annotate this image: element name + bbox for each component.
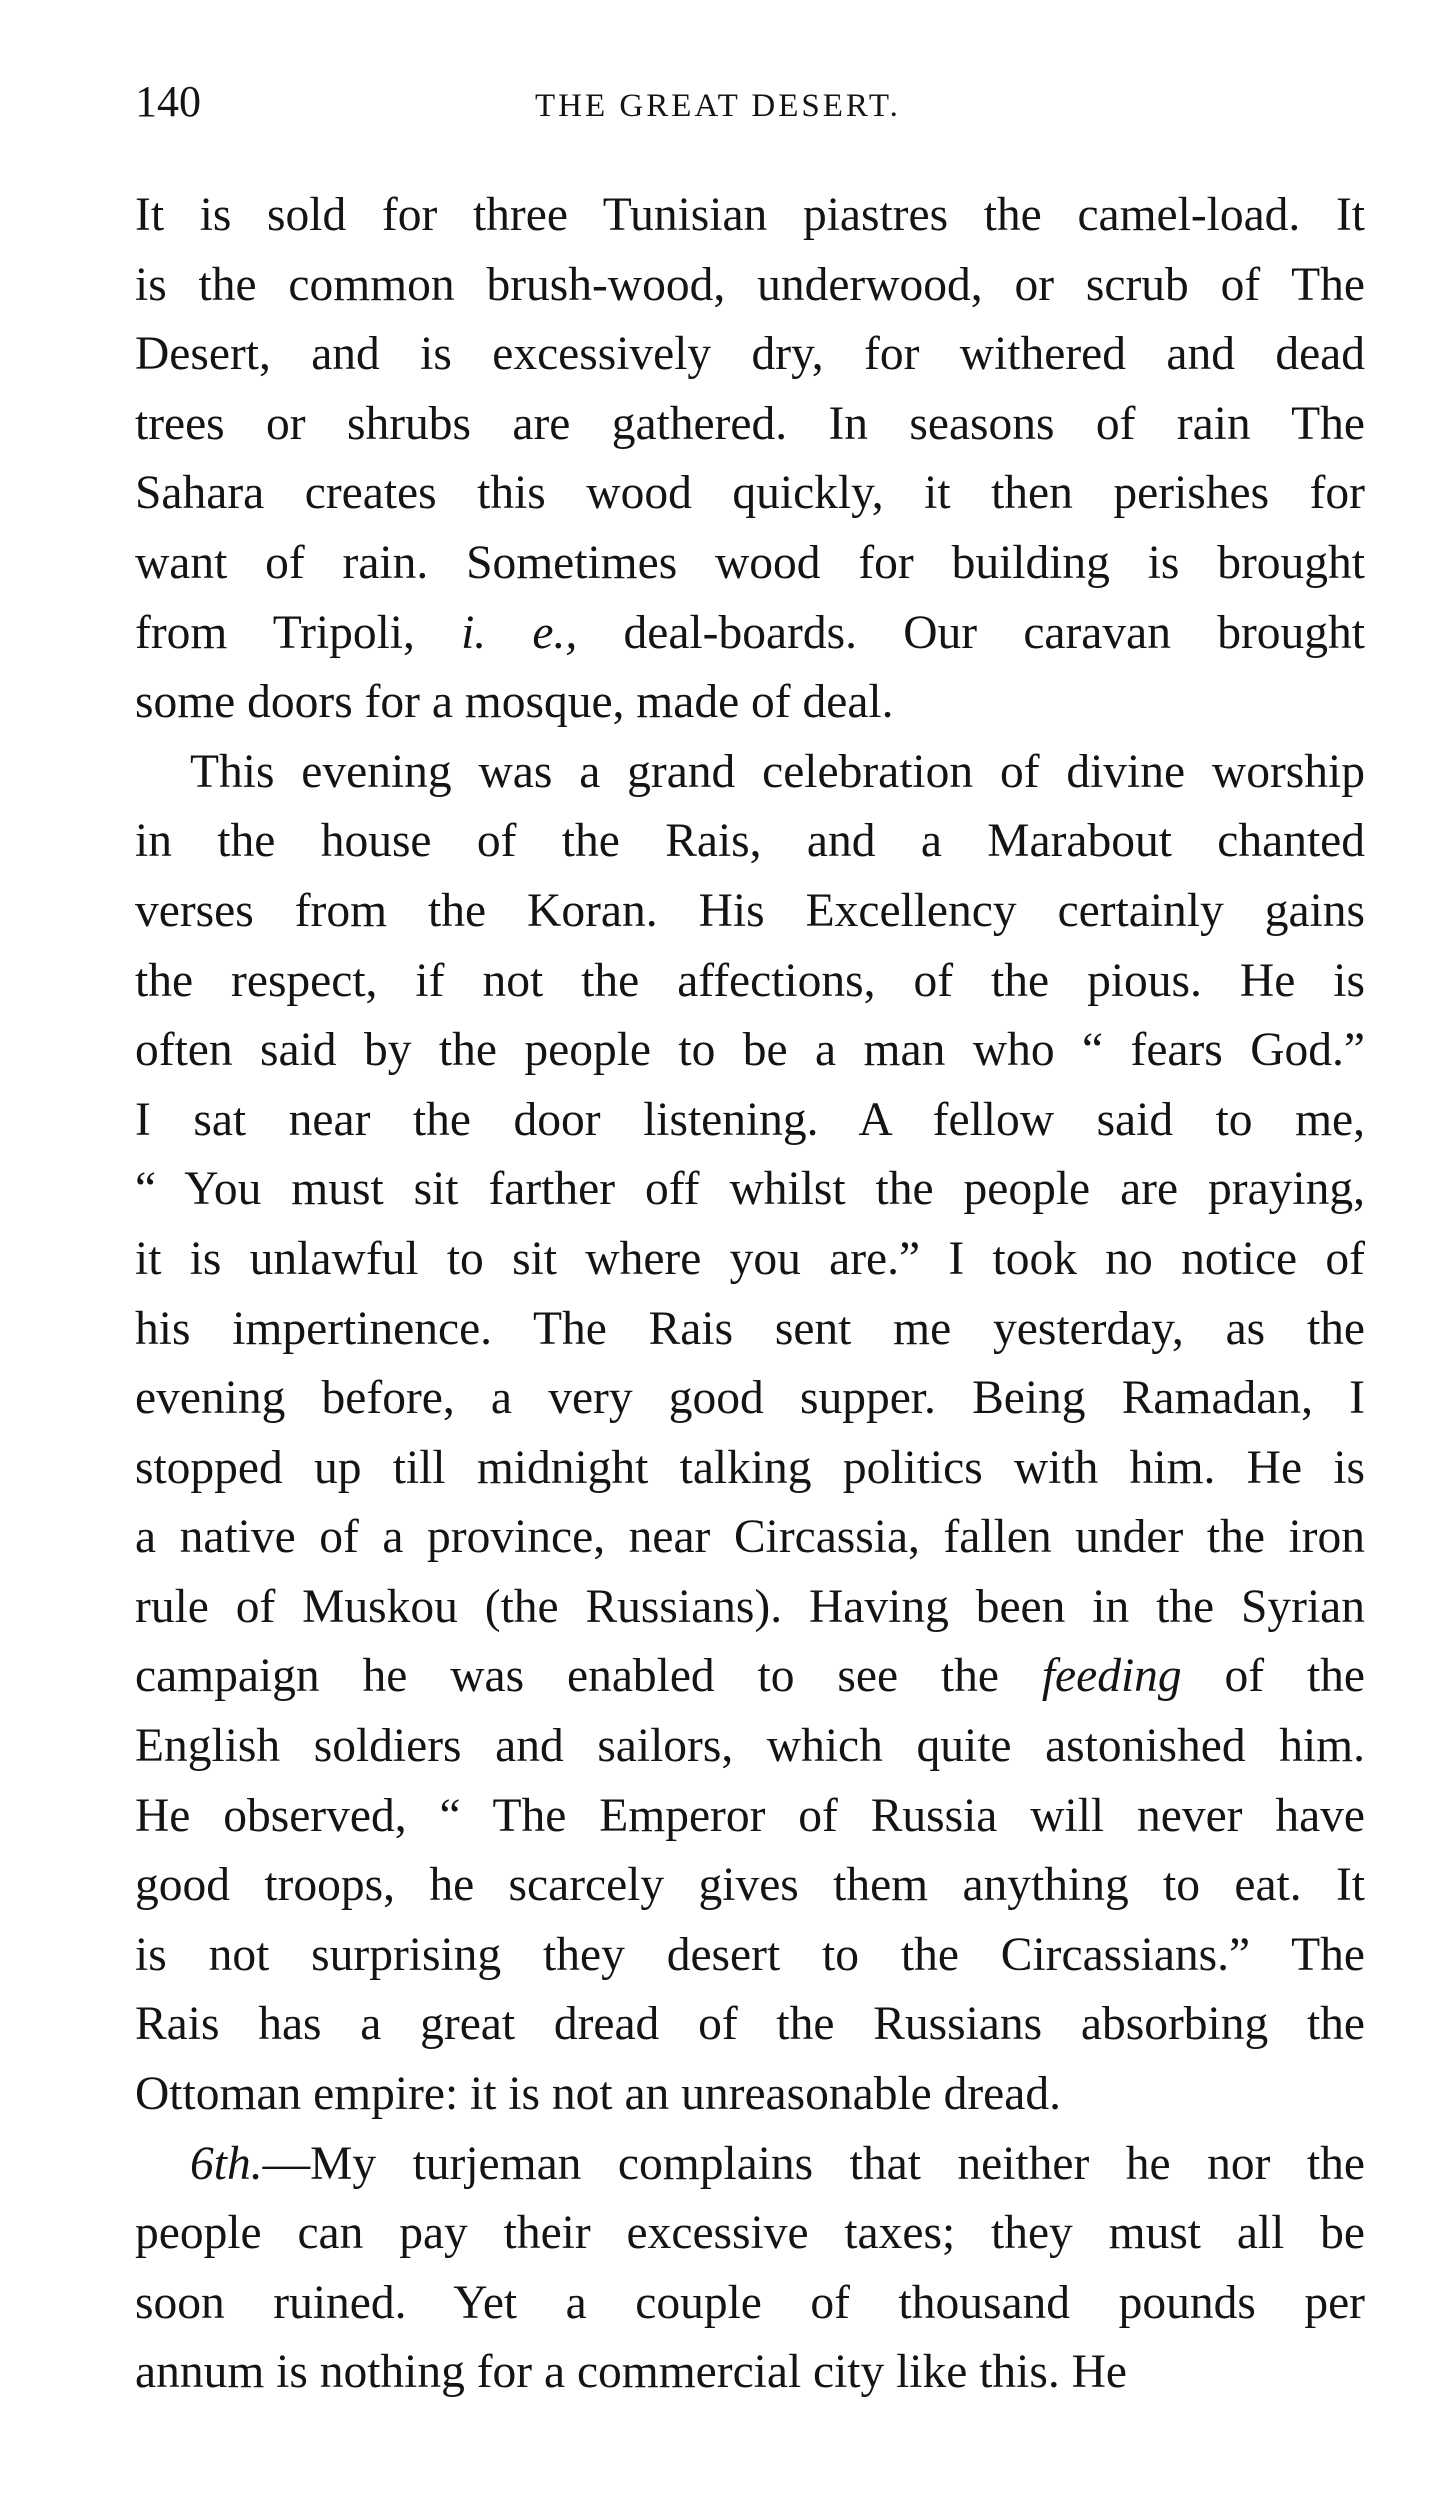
text-line: some doors for a mosque, made of deal. xyxy=(135,676,894,729)
page-number: 140 xyxy=(135,77,201,126)
text-line: Ottoman empire: it is not an unreasonable dread. xyxy=(135,2068,1061,2121)
text-line: good troops, he scarcely gives them anything to eat. It xyxy=(135,1859,1365,1912)
text-line: want of rain. Sometimes wood for building is brought xyxy=(135,536,1365,589)
text-line: verses from the Koran. His Excellency certainly gains xyxy=(135,884,1365,937)
text-line: Desert, and is excessively dry, for withered and dead xyxy=(135,328,1365,381)
text-line: annum is nothing for a commercial city like this. He xyxy=(135,2346,1127,2399)
text-line: is not surprising they desert to the Circassians.” The xyxy=(135,1928,1365,1981)
text-line: evening before, a very good supper. Being Ramadan, I xyxy=(135,1372,1365,1425)
text-line: soon ruined. Yet a couple of thousand pounds per xyxy=(135,2276,1365,2329)
text-line: people can pay their excessive taxes; they must all be xyxy=(135,2207,1365,2260)
text-line: it is unlawful to sit where you are.” I took no notice of xyxy=(135,1232,1365,1285)
body-text xyxy=(135,181,1365,2408)
text-line: is the common brush-wood, underwood, or scrub of The xyxy=(135,258,1365,311)
italic-text: i. e., xyxy=(461,606,578,659)
text-line: Rais has a great dread of the Russians absorbing the xyxy=(135,1998,1365,2051)
text-line: It is sold for three Tunisian piastres the camel-load. It xyxy=(135,189,1365,241)
running-title: THE GREAT DESERT. xyxy=(535,88,901,124)
text-line: I sat near the door listening. A fellow said to me, xyxy=(135,1093,1365,1146)
text-line: rule of Muskou (the Russians). Having been in the Syrian xyxy=(135,1580,1365,1633)
paragraph xyxy=(135,738,1365,2130)
text-line: the respect, if not the affections, of the pious. He is xyxy=(135,954,1365,1007)
text-line: a native of a province, near Circassia, fallen under the iron xyxy=(135,1511,1365,1564)
text-line: Sahara creates this wood quickly, it then perishes for xyxy=(135,467,1365,520)
text-line: from Tripoli, i. e., deal-boards. Our caravan brought xyxy=(135,606,1365,659)
text-line: 6th.—My turjeman complains that neither he nor the xyxy=(190,2137,1365,2190)
text-line: stopped up till midnight talking politics with him. He is xyxy=(135,1441,1365,1494)
text-line: often said by the people to be a man who “ fears God.” xyxy=(135,1024,1365,1077)
text-line: campaign he was enabled to see the feeding of the xyxy=(135,1650,1365,1703)
text-line: He observed, “ The Emperor of Russia will never have xyxy=(135,1789,1365,1842)
text-line: English soldiers and sailors, which quite astonished him. xyxy=(135,1720,1365,1773)
text-line: his impertinence. The Rais sent me yesterday, as the xyxy=(135,1302,1365,1355)
text-line: “ You must sit farther off whilst the people are praying, xyxy=(135,1163,1365,1216)
paragraph xyxy=(135,2130,1365,2408)
italic-text: feeding xyxy=(1041,1650,1182,1703)
text-line: trees or shrubs are gathered. In seasons of rain The xyxy=(135,397,1365,450)
text-line: This evening was a grand celebration of divine worship xyxy=(190,745,1365,798)
paragraph xyxy=(135,181,1365,738)
italic-text: 6th. xyxy=(190,2137,263,2190)
running-head xyxy=(135,72,1360,132)
text-line: in the house of the Rais, and a Marabout chanted xyxy=(135,815,1365,868)
